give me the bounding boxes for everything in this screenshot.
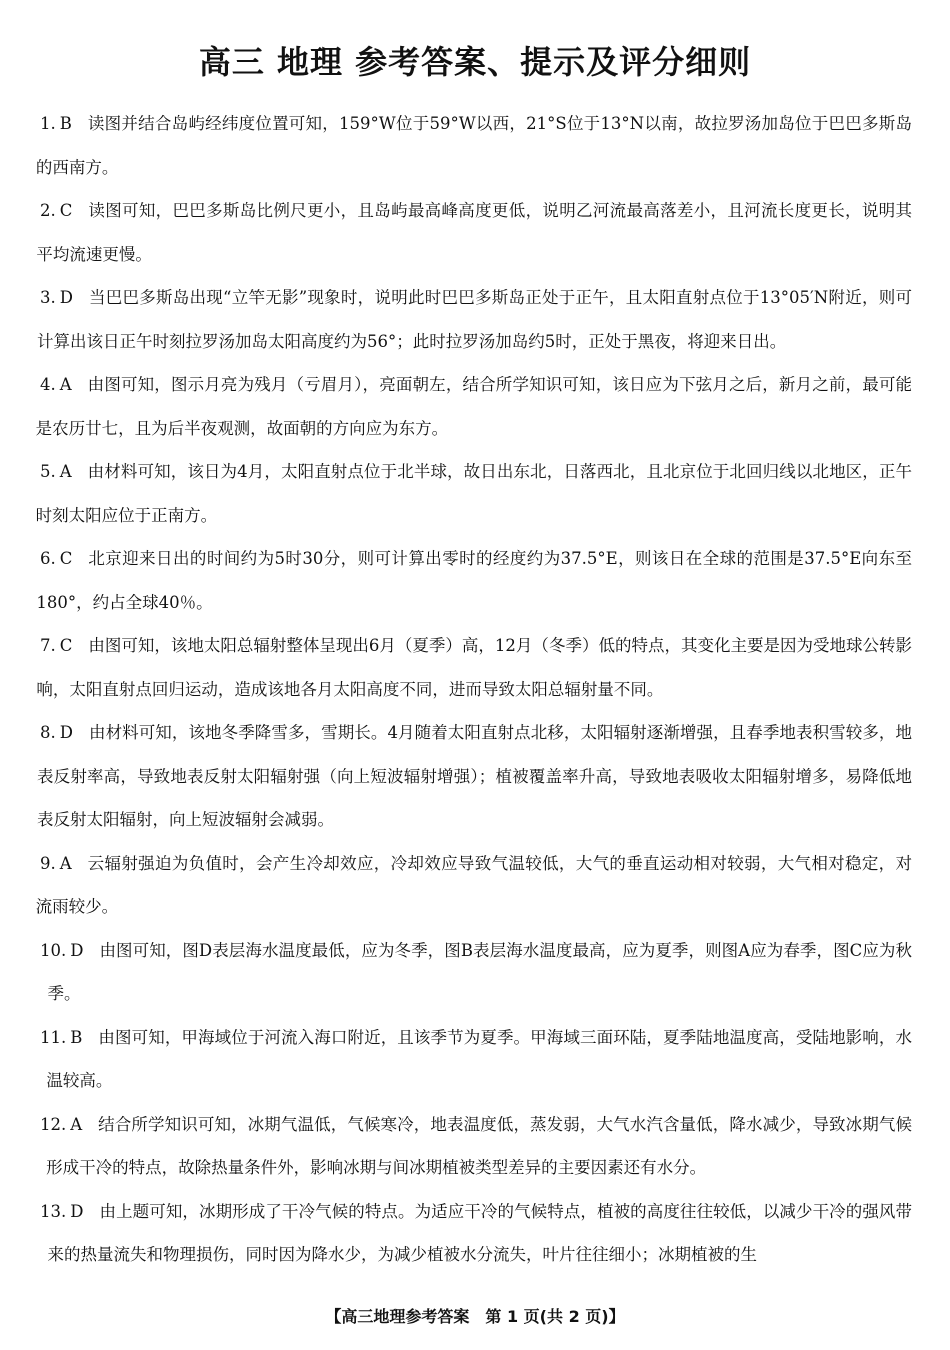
answer-letter: D	[70, 1201, 84, 1221]
answer-item	[40, 1190, 912, 1277]
answer-letter: B	[59, 114, 72, 133]
answer-letter: A	[59, 375, 72, 394]
answer-list	[35, 102, 912, 1277]
question-number: 4.	[40, 375, 56, 394]
answer-letter: C	[59, 549, 73, 568]
answer-item	[35, 363, 912, 450]
answer-item	[40, 929, 912, 1016]
question-number: 10.	[40, 940, 67, 960]
answer-explanation: 读图并结合岛屿经纬度位置可知，159°W位于59°W以西，21°S位于13°N以南，故拉罗汤加岛位于巴巴多斯岛的西南方。	[35, 114, 912, 177]
question-number: 2.	[40, 201, 56, 220]
answer-explanation: 结合所学知识可知，冰期气温低，气候寒冷，地表温度低，蒸发弱，大气水汽含量低，降水减少，导致冰期气候形成干冷的特点，故除热量条件外，影响冰期与间冰期植被类型差异的主要因素还有水分。	[46, 1114, 912, 1177]
answer-explanation: 由上题可知，冰期形成了干冷气候的特点。为适应干冷的气候特点，植被的高度往往较低，以减少干冷的强风带来的热量流失和物理损伤，同时因为降水少，为减少植被水分流失，叶片往往细小；冰期植被的生	[47, 1201, 912, 1264]
answer-explanation: 由材料可知，该日为4月，太阳直射点位于北半球，故日出东北，日落西北，且北京位于北回归线以北地区，正午时刻太阳应位于正南方。	[35, 462, 912, 525]
question-number: 11.	[40, 1027, 67, 1047]
answer-letter: D	[70, 940, 84, 960]
question-number: 7.	[40, 636, 56, 655]
answer-explanation: 当巴巴多斯岛出现“立竿无影”现象时，说明此时巴巴多斯岛正处于正午，且太阳直射点位于13°05′N附近，则可计算出该日正午时刻拉罗汤加岛太阳高度约为56°；此时拉罗汤加岛约5时，正处于黑夜，将迎来日出。	[36, 288, 912, 351]
answer-letter: C	[59, 201, 73, 220]
answer-explanation: 由图可知，图示月亮为残月（亏眉月），亮面朝左，结合所学知识可知，该日应为下弦月之后，新月之前，最可能是农历廿七，且为后半夜观测，故面朝的方向应为东方。	[35, 375, 912, 438]
answer-item	[40, 1103, 912, 1190]
answer-explanation: 由图可知，该地太阳总辐射整体呈现出6月（夏季）高，12月（冬季）低的特点，其变化主要是因为受地球公转影响，太阳直射点回归运动，造成该地各月太阳高度不同，进而导致太阳总辐射量不同。	[36, 636, 912, 699]
answer-item	[35, 842, 912, 929]
answer-item	[35, 102, 912, 189]
page-footer: 【高三地理参考答案 第 1 页(共 2 页)】	[325, 1307, 625, 1326]
question-number: 8.	[40, 723, 56, 742]
answer-letter: D	[59, 723, 73, 742]
answer-item	[36, 189, 912, 276]
answer-item	[36, 537, 912, 624]
answer-letter: C	[59, 636, 73, 655]
question-number: 12.	[40, 1114, 67, 1134]
answer-item	[40, 1016, 912, 1103]
answer-explanation: 由材料可知，该地冬季降雪多，雪期长。4月随着太阳直射点北移，太阳辐射逐渐增强，且春季地表积雪较多，地表反射率高，导致地表反射太阳辐射强（向上短波辐射增强）；植被覆盖率升高，导致地表吸收太阳辐射增多，易降低地表反射太阳辐射，向上短波辐射会减弱。	[36, 723, 912, 829]
question-number: 9.	[40, 853, 56, 873]
question-number: 13.	[40, 1201, 67, 1221]
answer-item	[36, 276, 912, 363]
answer-explanation: 读图可知，巴巴多斯岛比例尺更小，且岛屿最高峰高度更低，说明乙河流最高落差小，且河流长度更长，说明其平均流速更慢。	[36, 201, 912, 264]
answer-item	[35, 450, 912, 537]
answer-explanation: 由图可知，甲海域位于河流入海口附近，且该季节为夏季。甲海域三面环陆，夏季陆地温度高，受陆地影响，水温较高。	[46, 1027, 912, 1090]
answer-explanation: 云辐射强迫为负值时，会产生冷却效应，冷却效应导致气温较低，大气的垂直运动相对较弱，大气相对稳定，对流雨较少。	[35, 853, 912, 916]
answer-item	[36, 624, 912, 711]
question-number: 6.	[40, 549, 56, 568]
answer-item	[36, 711, 912, 842]
answer-letter: A	[59, 853, 72, 873]
page-title: 高三 地理 参考答案、提示及评分细则	[198, 43, 752, 81]
question-number: 1.	[40, 114, 56, 133]
answer-explanation: 北京迎来日出的时间约为5时30分，则可计算出零时的经度约为37.5°E，则该日在全球的范围是37.5°E向东至180°，约占全球40％。	[36, 549, 912, 612]
answer-letter: B	[70, 1027, 83, 1047]
question-number: 3.	[40, 288, 56, 307]
answer-explanation: 由图可知，图D表层海水温度最低，应为冬季，图B表层海水温度最高，应为夏季，则图A应为春季，图C应为秋季。	[47, 940, 912, 1003]
answer-letter: A	[59, 462, 72, 481]
answer-letter: A	[70, 1114, 83, 1134]
question-number: 5.	[40, 462, 56, 481]
answer-letter: D	[59, 288, 73, 307]
